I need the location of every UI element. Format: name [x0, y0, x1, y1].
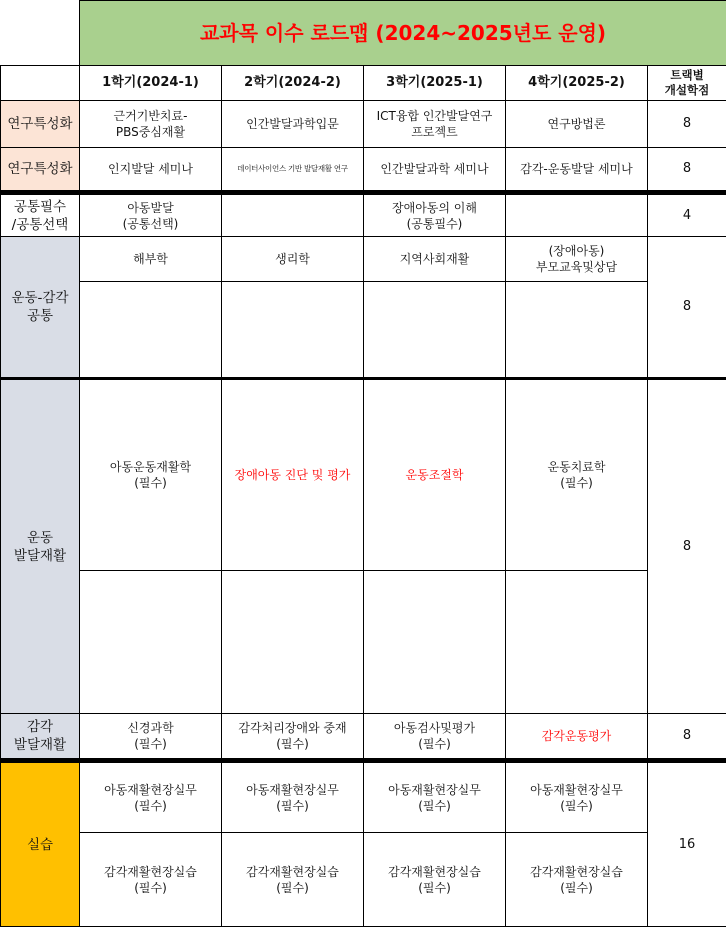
course-cell: 감각재활현장실습 (필수) — [506, 833, 648, 927]
course-cell: 근거기반치료- PBS중심재활 — [80, 101, 222, 148]
page-title: 교과목 이수 로드맵 (2024~2025년도 운영) — [80, 1, 726, 66]
course-cell: 운동조절학 — [364, 379, 506, 571]
empty-cell — [506, 282, 648, 379]
course-cell: 아동재활현장실무 (필수) — [364, 761, 506, 833]
course-cell: 연구방법론 — [506, 101, 648, 148]
course-cell: 아동검사및평가 (필수) — [364, 714, 506, 761]
credit-cell: 4 — [648, 193, 726, 237]
course-cell — [506, 193, 648, 237]
course-cell: 해부학 — [80, 237, 222, 282]
category-common: 공통필수 /공통선택 — [1, 193, 80, 237]
course-cell: 아동재활현장실무 (필수) — [80, 761, 222, 833]
course-cell: 장애아동 진단 및 평가 — [222, 379, 364, 571]
credit-cell: 16 — [648, 761, 726, 927]
credit-cell: 8 — [648, 714, 726, 761]
credit-cell: 8 — [648, 101, 726, 148]
semester-header-3: 3학기(2025-1) — [364, 66, 506, 101]
course-cell: 인지발달 세미나 — [80, 148, 222, 193]
course-cell: ICT융합 인간발달연구 프로젝트 — [364, 101, 506, 148]
empty-cell — [506, 571, 648, 714]
course-cell: 아동재활현장실무 (필수) — [222, 761, 364, 833]
header-category-cell — [1, 66, 80, 101]
course-cell: 데이터사이언스 기반 발달재활 연구 — [222, 148, 364, 193]
corner-cell — [1, 1, 80, 66]
course-cell: 감각재활현장실습 (필수) — [364, 833, 506, 927]
credit-cell: 8 — [648, 148, 726, 193]
semester-header-2: 2학기(2024-2) — [222, 66, 364, 101]
category-motor: 운동 발달재활 — [1, 379, 80, 714]
category-research-2: 연구특성화 — [1, 148, 80, 193]
course-cell: 감각처리장애와 중재 (필수) — [222, 714, 364, 761]
empty-cell — [80, 282, 222, 379]
empty-cell — [364, 571, 506, 714]
empty-cell — [222, 571, 364, 714]
course-cell: 감각-운동발달 세미나 — [506, 148, 648, 193]
course-cell: 운동치료학 (필수) — [506, 379, 648, 571]
course-cell — [222, 193, 364, 237]
semester-header-4: 4학기(2025-2) — [506, 66, 648, 101]
credit-cell: 8 — [648, 237, 726, 379]
credit-cell: 8 — [648, 379, 726, 714]
course-cell: 감각운동평가 — [506, 714, 648, 761]
course-cell: (장애아동) 부모교육및상담 — [506, 237, 648, 282]
category-sensory: 감각 발달재활 — [1, 714, 80, 761]
empty-cell — [364, 282, 506, 379]
course-cell: 신경과학 (필수) — [80, 714, 222, 761]
empty-cell — [222, 282, 364, 379]
course-cell: 아동발달 (공통선택) — [80, 193, 222, 237]
category-research-1: 연구특성화 — [1, 101, 80, 148]
course-cell: 감각재활현장실습 (필수) — [80, 833, 222, 927]
course-cell: 감각재활현장실습 (필수) — [222, 833, 364, 927]
credit-header: 트랙별 개설학점 — [648, 66, 726, 101]
course-cell: 생리학 — [222, 237, 364, 282]
category-motor-sensory: 운동-감각 공통 — [1, 237, 80, 379]
empty-cell — [80, 571, 222, 714]
course-cell: 인간발달과학 세미나 — [364, 148, 506, 193]
category-practice: 실습 — [1, 761, 80, 927]
course-cell: 지역사회재활 — [364, 237, 506, 282]
semester-header-1: 1학기(2024-1) — [80, 66, 222, 101]
course-cell: 장애아동의 이해 (공통필수) — [364, 193, 506, 237]
course-cell: 아동재활현장실무 (필수) — [506, 761, 648, 833]
course-cell: 인간발달과학입문 — [222, 101, 364, 148]
course-cell: 아동운동재활학 (필수) — [80, 379, 222, 571]
